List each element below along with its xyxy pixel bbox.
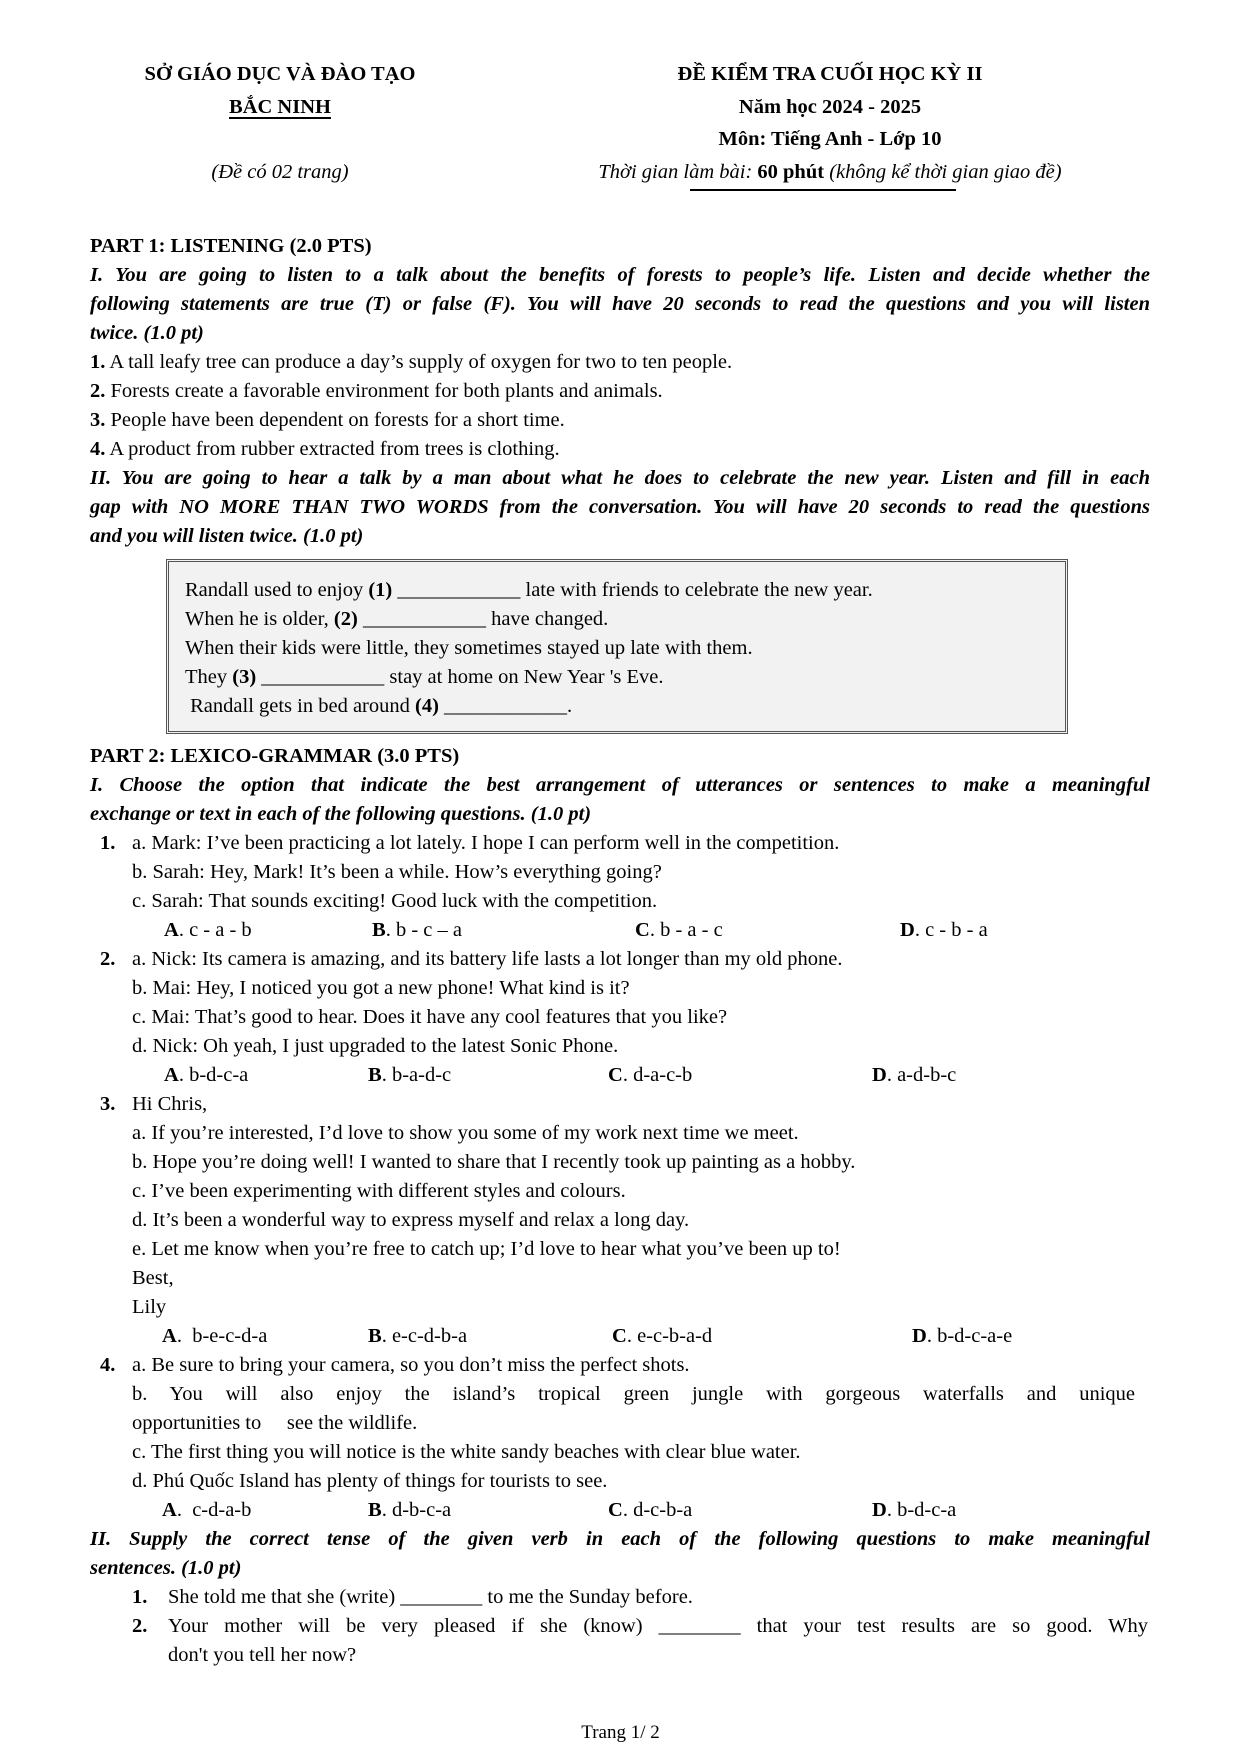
exam-title: ĐỀ KIỂM TRA CUỐI HỌC KỲ II [677, 63, 983, 85]
part1-sec1-instruction-1: I. You are going to listen to a talk about the benefits of forests to people’s life. Listen and decide whether the [90, 264, 1150, 286]
gap-number: (4) [415, 695, 439, 717]
utterance: a. Be sure to bring your camera, so you don’t miss the perfect shots. [132, 1354, 690, 1376]
part2-sec1-instruction-1: I. Choose the option that indicate the best arrangement of utterances or sentences to make a meaningful [90, 774, 1150, 796]
utterance: c. Sarah: That sounds exciting! Good luck with the competition. [132, 890, 658, 912]
statement-number: 1. [90, 351, 106, 373]
gap-text: They [185, 666, 233, 688]
option: A. b-d-c-a [164, 1064, 249, 1086]
option: D. c - b - a [900, 919, 988, 941]
statement-number: 4. [90, 438, 106, 460]
subject-line: Môn: Tiếng Anh - Lớp 10 [718, 128, 942, 150]
utterance: a. Nick: Its camera is amazing, and its battery life lasts a lot longer than my old phone. [132, 948, 843, 970]
question-number: 4. [100, 1354, 116, 1376]
gap-text: Randall used to enjoy [185, 579, 369, 601]
tf-statement [90, 348, 1150, 377]
part2-sec2-instruction-2: sentences. (1.0 pt) [90, 1557, 242, 1579]
school-year: Năm học 2024 - 2025 [738, 96, 922, 118]
letter-signature: Lily [132, 1296, 167, 1318]
question-number: 3. [100, 1093, 116, 1115]
question-number: 1. [100, 832, 116, 854]
page-count-note: (Đề có 02 trang) [211, 161, 349, 183]
option: D. a-d-b-c [872, 1064, 957, 1086]
statement-text: People have been dependent on forests for a short time. [105, 409, 565, 431]
option: B. b - c – a [372, 919, 462, 941]
header-underline [690, 189, 956, 191]
part1-sec2-instruction-2: gap with NO MORE THAN TWO WORDS from the conversation. You will have 20 seconds to read the questions [90, 496, 1150, 518]
letter-closing: Best, [132, 1267, 174, 1289]
question-number: 1. [132, 1586, 148, 1608]
gap-line [185, 692, 1049, 721]
gap-text: ____________ stay at home on New Year 's Eve. [256, 666, 664, 688]
gap-text: Randall gets in bed around [185, 695, 416, 717]
tense-question [90, 1612, 1150, 1641]
utterance: b. You will also enjoy the island’s tropical green jungle with gorgeous waterfalls and unique [132, 1383, 1135, 1405]
gap-fill-box [166, 559, 1068, 734]
option: B. e-c-d-b-a [368, 1325, 468, 1347]
gap-text: ____________. [438, 695, 573, 717]
gap-line: When their kids were little, they sometimes stayed up late with them. [185, 637, 753, 659]
option: A. b-e-c-d-a [162, 1325, 268, 1347]
utterance-continued: opportunities to see the wildlife. [132, 1412, 418, 1434]
gap-text: ____________ late with friends to celebrate the new year. [392, 579, 873, 601]
question-number: 2. [100, 948, 116, 970]
utterance: b. Sarah: Hey, Mark! It’s been a while. How’s everything going? [132, 861, 662, 883]
option: D. b-d-c-a [872, 1499, 957, 1521]
part2-sec1-instruction-2: exchange or text in each of the following questions. (1.0 pt) [90, 803, 592, 825]
gap-line [185, 605, 1049, 634]
utterance: b. Mai: Hey, I noticed you got a new phone! What kind is it? [132, 977, 630, 999]
utterance: b. Hope you’re doing well! I wanted to share that I recently took up painting as a hobby. [132, 1151, 856, 1173]
tense-question [90, 1583, 1150, 1612]
tf-statement [90, 435, 1150, 464]
option: A. c - a - b [164, 919, 252, 941]
statement-number: 3. [90, 409, 106, 431]
time-value: 60 phút [757, 161, 825, 183]
part2-title: PART 2: LEXICO-GRAMMAR (3.0 PTS) [90, 745, 460, 767]
letter-greeting: Hi Chris, [132, 1093, 208, 1115]
statement-text: Forests create a favorable environment for both plants and animals. [105, 380, 663, 402]
statement-text: A tall leafy tree can produce a day’s supply of oxygen for two to ten people. [105, 351, 733, 373]
time-suffix: (không kể thời gian giao đề) [824, 161, 1062, 183]
option: C. e-c-b-a-d [612, 1325, 713, 1347]
option: C. d-c-b-a [608, 1499, 693, 1521]
province-name-text: BẮC NINH [229, 96, 331, 118]
part2-sec2-instruction-1: II. Supply the correct tense of the given verb in each of the following questions to make meaningful [90, 1528, 1150, 1550]
options-row [90, 1496, 1150, 1525]
utterance: e. Let me know when you’re free to catch up; I’d love to hear what you’ve been up to! [132, 1238, 841, 1260]
gap-text: When he is older, [185, 608, 334, 630]
tf-statement [90, 406, 1150, 435]
province-name [100, 93, 460, 122]
gap-line [185, 576, 1049, 605]
utterance: a. Mark: I’ve been practicing a lot lately. I hope I can perform well in the competition. [132, 832, 840, 854]
part1-sec1-instruction-2: following statements are true (T) or false (F). You will have 20 seconds to read the questions and you will listen [90, 293, 1150, 315]
option: C. d-a-c-b [608, 1064, 693, 1086]
page-number: Trang 1/ 2 [581, 1722, 660, 1743]
utterance: c. Mai: That’s good to hear. Does it have any cool features that you like? [132, 1006, 728, 1028]
exam-body [90, 232, 1150, 1670]
question-text: Your mother will be very pleased if she (know) ________ that your test results are so good. Why [168, 1615, 1148, 1637]
part1-sec2-instruction-1: II. You are going to hear a talk by a man about what he does to celebrate the new year. Listen and fill in each [90, 467, 1150, 489]
part1-sec1-instruction-3: twice. (1.0 pt) [90, 322, 204, 344]
time-line [530, 158, 1130, 187]
utterance: d. Phú Quốc Island has plenty of things for tourists to see. [132, 1470, 608, 1492]
statement-number: 2. [90, 380, 106, 402]
time-prefix: Thời gian làm bài: [598, 161, 758, 183]
question-text: She told me that she (write) ________ to me the Sunday before. [168, 1586, 693, 1608]
question-text-continued: don't you tell her now? [168, 1644, 357, 1666]
option: D. b-d-c-a-e [912, 1325, 1013, 1347]
gap-number: (3) [232, 666, 257, 688]
gap-line [185, 663, 1049, 692]
utterance: d. Nick: Oh yeah, I just upgraded to the latest Sonic Phone. [132, 1035, 619, 1057]
department-name: SỞ GIÁO DỤC VÀ ĐÀO TẠO [144, 63, 416, 85]
question-number: 2. [132, 1615, 148, 1637]
question-3 [90, 1090, 1150, 1119]
part1-sec2-instruction-3: and you will listen twice. (1.0 pt) [90, 525, 364, 547]
option: C. b - a - c [635, 919, 723, 941]
part1-title: PART 1: LISTENING (2.0 PTS) [90, 235, 372, 257]
utterance: c. I’ve been experimenting with different styles and colours. [132, 1180, 626, 1202]
utterance: c. The first thing you will notice is the white sandy beaches with clear blue water. [132, 1441, 801, 1463]
tf-statement [90, 377, 1150, 406]
gap-number: (2) [333, 608, 358, 630]
gap-number: (1) [368, 579, 393, 601]
options-row [90, 1322, 1150, 1351]
question-1 [90, 829, 1150, 858]
option: B. b-a-d-c [368, 1064, 452, 1086]
utterance: d. It’s been a wonderful way to express myself and relax a long day. [132, 1209, 690, 1231]
statement-text: A product from rubber extracted from trees is clothing. [105, 438, 560, 460]
gap-text: ____________ have changed. [357, 608, 609, 630]
option: B. d-b-c-a [368, 1499, 452, 1521]
question-2 [90, 945, 1150, 974]
options-row [90, 1061, 1150, 1090]
options-row [90, 916, 1150, 945]
question-4 [90, 1351, 1150, 1380]
utterance: a. If you’re interested, I’d love to show you some of my work next time we meet. [132, 1122, 799, 1144]
option: A. c-d-a-b [162, 1499, 252, 1521]
